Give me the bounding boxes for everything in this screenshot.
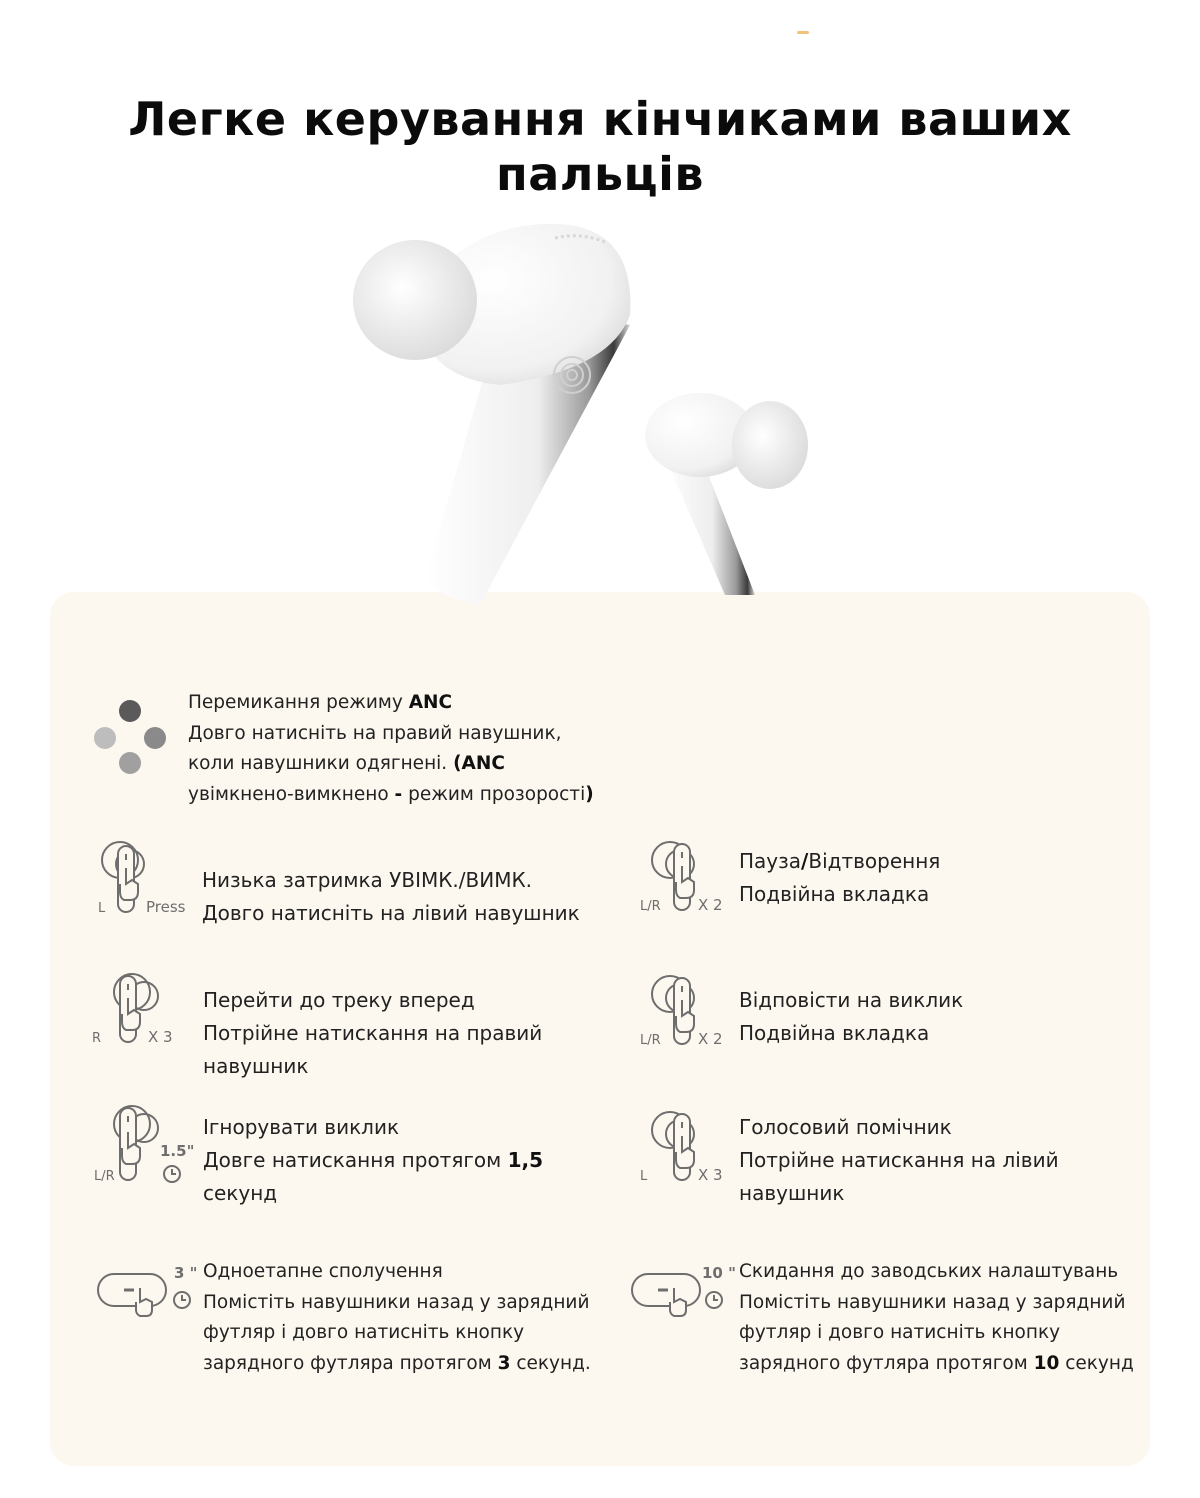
factory-reset-title: Скидання до заводських налаштувань <box>739 1261 1119 1282</box>
play-pause-desc: Подвійна вкладка <box>739 882 930 906</box>
pairing-duration: 3 <box>497 1352 511 1374</box>
earbuds-illustration <box>330 210 830 630</box>
accent-dash <box>797 31 809 34</box>
voice-assistant-desc-1: Потрійне натискання на лівий <box>739 1148 1059 1172</box>
pairing-desc-2: футляр і довго натисніть кнопку <box>203 1322 525 1343</box>
icon-side-label: L/R <box>94 1169 115 1184</box>
touch-earbud-icon-answer-call <box>636 972 736 1052</box>
factory-reset-duration: 10 <box>1033 1352 1060 1374</box>
anc-line-4-paren: ) <box>585 783 594 805</box>
anc-title-bold: ANC <box>408 692 453 713</box>
touch-earbud-icon-voice-assistant <box>636 1108 736 1188</box>
icon-side-label: L/R <box>640 899 661 914</box>
icon-duration-label: 10 " <box>702 1264 736 1282</box>
left-earbud <box>353 224 630 605</box>
touch-earbud-icon-play-pause <box>636 838 736 918</box>
voice-assistant-desc-2: навушник <box>739 1181 845 1205</box>
voice-assistant-title: Голосовий помічник <box>739 1115 952 1139</box>
play-pause-text <box>739 845 940 911</box>
low-latency-title: Низька затримка УВІМК./ВИМК. <box>202 868 533 892</box>
ignore-call-title: Ігнорувати виклик <box>203 1115 400 1139</box>
icon-action-label: X 2 <box>698 1030 723 1048</box>
voice-assistant-text <box>739 1111 1059 1210</box>
case-button-icon-pairing <box>96 1262 206 1322</box>
icon-side-label: L <box>640 1169 648 1184</box>
pairing-desc-1: Помістіть навушники назад у зарядний <box>203 1291 590 1313</box>
title-line-1: Легке керування кінчиками ваших <box>128 92 1072 146</box>
factory-reset-desc-2: футляр і довго натисніть кнопку <box>739 1322 1061 1343</box>
icon-action-label: X 2 <box>698 896 723 914</box>
answer-call-desc: Подвійна вкладка <box>739 1021 930 1045</box>
icon-action-label: Press <box>146 898 186 916</box>
factory-reset-desc-3: зарядного футляра протягом <box>739 1352 1034 1374</box>
pairing-text <box>203 1257 591 1379</box>
icon-action-label: X 3 <box>698 1166 723 1184</box>
icon-duration-label: 1.5" <box>160 1142 195 1160</box>
pairing-desc-3-suffix: секунд. <box>510 1352 591 1374</box>
touch-earbud-icon-next-track <box>88 970 188 1050</box>
page-title <box>0 92 1200 202</box>
low-latency-desc: Довго натисніть на лівий навушник <box>202 901 580 925</box>
anc-title: Перемикання режиму <box>188 692 409 713</box>
ignore-call-desc: Довге натискання протягом <box>203 1148 508 1172</box>
next-track-title: Перейти до треку вперед <box>203 988 475 1012</box>
pairing-desc-3: зарядного футляра протягом <box>203 1352 498 1374</box>
next-track-desc-2: навушник <box>203 1054 309 1078</box>
play-pause-title-a: Пауза <box>739 849 802 873</box>
anc-dots-icon <box>92 698 172 778</box>
answer-call-text <box>739 984 963 1050</box>
anc-line-3: коли навушники одягнені. <box>188 753 454 774</box>
icon-action-label: X 3 <box>148 1028 173 1046</box>
ignore-call-unit: секунд <box>203 1181 278 1205</box>
right-earbud <box>645 393 808 595</box>
ignore-call-duration: 1,5 <box>507 1148 543 1172</box>
anc-text <box>188 688 594 810</box>
answer-call-title: Відповісти на виклик <box>739 988 964 1012</box>
low-latency-text <box>202 864 580 930</box>
anc-line-4b: режим прозорості <box>402 783 586 805</box>
icon-side-label: L/R <box>640 1033 661 1048</box>
icon-side-label: L <box>98 901 106 916</box>
title-line-2: пальців <box>495 147 705 201</box>
next-track-text <box>203 984 542 1083</box>
anc-line-4-dash: - <box>394 783 403 805</box>
anc-line-4a: увімкнено-вимкнено <box>188 783 395 805</box>
case-button-icon-factory-reset <box>630 1262 740 1322</box>
ignore-call-text <box>203 1111 543 1210</box>
play-pause-slash: / <box>801 849 809 873</box>
touch-earbud-icon-low-latency <box>92 840 192 920</box>
icon-side-label: R <box>92 1031 102 1046</box>
factory-reset-text <box>739 1257 1134 1379</box>
factory-reset-desc-3-suffix: секунд <box>1059 1352 1134 1374</box>
play-pause-title-b: Відтворення <box>808 849 941 873</box>
anc-line-3-bold: (ANC <box>453 753 505 774</box>
pairing-title: Одноетапне сполучення <box>203 1261 443 1282</box>
anc-line-2: Довго натисніть на правий навушник, <box>188 722 562 744</box>
icon-duration-label: 3 " <box>174 1264 198 1282</box>
factory-reset-desc-1: Помістіть навушники назад у зарядний <box>739 1291 1126 1313</box>
touch-earbud-icon-ignore-call <box>90 1102 200 1192</box>
next-track-desc-1: Потрійне натискання на правий <box>203 1021 543 1045</box>
